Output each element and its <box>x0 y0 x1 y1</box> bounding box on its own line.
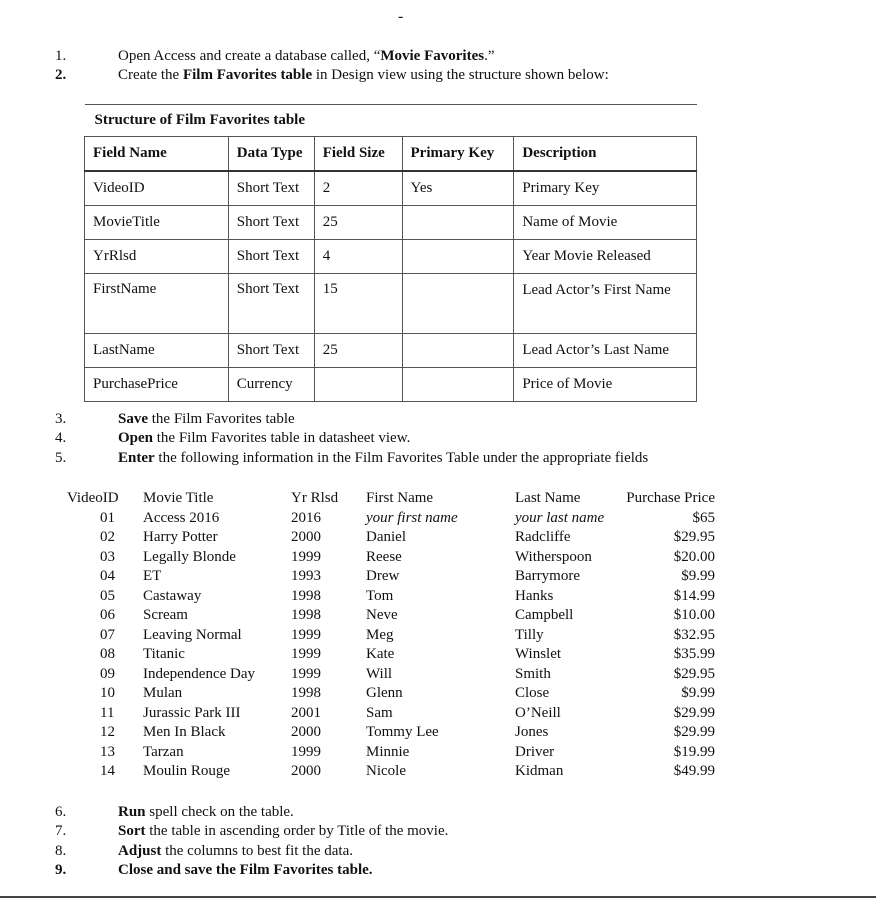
cell: Short Text <box>228 334 314 368</box>
col-header: Field Name <box>85 137 229 172</box>
step-6 <box>55 803 755 821</box>
col-header: Primary Key <box>402 137 514 172</box>
data-cell-first-name: Reese <box>366 548 402 565</box>
data-cell-movie-title: Legally Blonde <box>143 548 236 565</box>
data-cell-movie-title: Tarzan <box>143 743 184 760</box>
data-cell-purchase-price: $32.95 <box>673 626 715 643</box>
data-cell-yr-rlsd: 1998 <box>291 685 321 701</box>
structure-header-row <box>85 137 697 172</box>
structure-row <box>85 368 697 402</box>
data-cell-purchase-price: $29.95 <box>673 665 715 682</box>
data-cell-first-name: your first name <box>366 509 458 526</box>
stray-mark: - <box>398 8 404 25</box>
cell: Yes <box>402 171 514 206</box>
data-cell-yr-rlsd: 2001 <box>291 704 321 721</box>
cell: Short Text <box>228 206 314 240</box>
cell <box>402 334 514 368</box>
data-cell-first-name: Drew <box>366 568 400 584</box>
cell: 2 <box>314 171 402 206</box>
data-cell-purchase-price: $9.99 <box>681 568 715 584</box>
data-cell-last-name: Kidman <box>515 763 564 779</box>
cell <box>402 368 514 402</box>
step-number: 5. <box>55 450 67 466</box>
cell <box>314 368 402 402</box>
cell: Currency <box>228 368 314 402</box>
data-cell-movie-title: Mulan <box>143 685 183 701</box>
step-text: Close and save the Film Favorites table. <box>118 862 373 878</box>
data-cell-last-name: Driver <box>515 743 555 760</box>
data-cell-purchase-price: $29.99 <box>673 724 715 740</box>
data-cell-first-name: Meg <box>366 626 394 643</box>
data-cell-videoid: 13 <box>100 743 115 760</box>
data-cell-yr-rlsd: 2000 <box>291 724 321 740</box>
data-cell-movie-title: Jurassic Park III <box>143 704 241 721</box>
data-cell-yr-rlsd: 1999 <box>291 548 321 565</box>
step-3 <box>55 410 755 428</box>
data-cell-last-name: Hanks <box>515 587 554 604</box>
step-1 <box>55 47 755 65</box>
data-cell-purchase-price: $9.99 <box>681 685 715 701</box>
data-cell-movie-title: Leaving Normal <box>143 626 242 643</box>
data-cell-first-name: Will <box>366 665 393 682</box>
data-cell-first-name: Minnie <box>366 743 410 760</box>
cell: YrRlsd <box>85 240 229 274</box>
cell: FirstName <box>85 274 229 334</box>
data-cell-first-name: Glenn <box>366 685 403 701</box>
step-text: Create the Film Favorites table in Design view using the structure shown below: <box>118 67 609 83</box>
step-7 <box>55 822 755 840</box>
data-cell-first-name: Kate <box>366 646 395 662</box>
data-col-header-last-name: Last Name <box>515 490 581 506</box>
data-cell-last-name: Witherspoon <box>515 548 592 565</box>
data-cell-purchase-price: $65 <box>692 509 715 526</box>
data-cell-last-name: Tilly <box>515 626 544 643</box>
data-cell-movie-title: Independence Day <box>143 665 256 682</box>
page-bottom-rule <box>0 896 876 898</box>
data-cell-movie-title: Access 2016 <box>143 509 220 526</box>
data-cell-yr-rlsd: 1998 <box>291 607 321 623</box>
structure-row <box>85 274 697 334</box>
cell: LastName <box>85 334 229 368</box>
data-cell-yr-rlsd: 1998 <box>291 587 321 604</box>
data-cell-purchase-price: $19.99 <box>673 743 715 760</box>
step-text: Enter the following information in the Film Favorites Table under the appropriate fields <box>118 450 649 466</box>
step-5 <box>55 449 755 467</box>
cell <box>402 206 514 240</box>
cell: 4 <box>314 240 402 274</box>
data-cell-yr-rlsd: 2000 <box>291 763 321 779</box>
data-cell-purchase-price: $35.99 <box>673 646 715 662</box>
data-cell-movie-title: Moulin Rouge <box>143 763 231 779</box>
data-cell-purchase-price: $29.99 <box>673 704 715 721</box>
data-col-header-purchase-price: Purchase Price <box>626 490 715 506</box>
data-col-header-movie-title: Movie Title <box>143 490 214 506</box>
data-cell-last-name: O’Neill <box>515 704 561 721</box>
data-cell-videoid: 11 <box>100 704 115 721</box>
cell: Short Text <box>228 274 314 334</box>
data-cell-last-name: Barrymore <box>515 568 580 584</box>
step-text: Save the Film Favorites table <box>118 411 295 427</box>
col-header: Field Size <box>314 137 402 172</box>
data-cell-last-name: Campbell <box>515 607 574 623</box>
data-cell-videoid: 05 <box>100 587 115 604</box>
data-cell-videoid: 14 <box>100 763 115 779</box>
data-cell-purchase-price: $10.00 <box>673 607 715 623</box>
step-number: 7. <box>55 823 67 839</box>
step-text: Open the Film Favorites table in datasheet view. <box>118 430 411 446</box>
cell: PurchasePrice <box>85 368 229 402</box>
structure-table <box>84 104 697 402</box>
data-cell-yr-rlsd: 1999 <box>291 665 321 682</box>
structure-caption: Structure of Film Favorites table <box>85 105 697 137</box>
col-header: Description <box>514 137 697 172</box>
data-cell-movie-title: Men In Black <box>143 724 226 740</box>
data-cell-movie-title: Harry Potter <box>143 529 218 545</box>
data-cell-purchase-price: $49.99 <box>673 763 715 779</box>
step-text: Run spell check on the table. <box>118 804 294 820</box>
data-cell-videoid: 01 <box>100 509 115 526</box>
cell: Year Movie Released <box>514 240 697 274</box>
step-text: Open Access and create a database called, “Movie Favorites.” <box>118 48 495 64</box>
structure-row <box>85 334 697 368</box>
data-cell-last-name: Smith <box>515 665 551 682</box>
data-cell-purchase-price: $14.99 <box>673 587 715 604</box>
step-number: 1. <box>55 48 67 64</box>
col-header: Data Type <box>228 137 314 172</box>
data-cell-last-name: Close <box>515 685 550 701</box>
cell: 15 <box>314 274 402 334</box>
step-text: Sort the table in ascending order by Title of the movie. <box>118 823 449 839</box>
cell <box>402 240 514 274</box>
data-cell-purchase-price: $20.00 <box>673 548 715 565</box>
cell: 25 <box>314 334 402 368</box>
step-number: 2. <box>55 67 67 83</box>
data-cell-yr-rlsd: 1999 <box>291 743 321 760</box>
cell: Price of Movie <box>514 368 697 402</box>
data-cell-videoid: 08 <box>100 646 115 662</box>
data-cell-first-name: Neve <box>366 607 398 623</box>
cell: Short Text <box>228 171 314 206</box>
step-4 <box>55 429 755 447</box>
data-cell-last-name: Radcliffe <box>515 529 571 545</box>
data-cell-yr-rlsd: 1993 <box>291 568 321 584</box>
data-cell-purchase-price: $29.95 <box>673 529 715 545</box>
data-cell-videoid: 02 <box>100 529 115 545</box>
data-cell-videoid: 10 <box>100 685 115 701</box>
structure-row <box>85 171 697 206</box>
cell: 25 <box>314 206 402 240</box>
step-number: 8. <box>55 843 67 859</box>
data-cell-videoid: 07 <box>100 626 115 643</box>
data-cell-first-name: Nicole <box>366 763 406 779</box>
step-9 <box>55 861 755 879</box>
cell <box>402 274 514 334</box>
data-cell-yr-rlsd: 2000 <box>291 529 321 545</box>
data-col-header-yr-rlsd: Yr Rlsd <box>291 490 339 506</box>
step-number: 3. <box>55 411 67 427</box>
data-cell-videoid: 03 <box>100 548 115 565</box>
data-cell-yr-rlsd: 1999 <box>291 646 321 662</box>
data-cell-movie-title: Castaway <box>143 587 202 604</box>
cell: Lead Actor’s First Name <box>514 274 697 334</box>
step-8 <box>55 842 755 860</box>
structure-row <box>85 206 697 240</box>
step-2 <box>55 66 755 84</box>
data-cell-videoid: 04 <box>100 568 115 584</box>
structure-row <box>85 240 697 274</box>
data-cell-movie-title: Scream <box>143 607 188 623</box>
data-cell-first-name: Daniel <box>366 529 406 545</box>
data-cell-movie-title: ET <box>143 568 162 584</box>
data-cell-yr-rlsd: 2016 <box>291 509 321 526</box>
data-cell-last-name: your last name <box>515 509 605 526</box>
data-col-header-videoid: VideoID <box>67 490 119 506</box>
data-cell-first-name: Tom <box>366 587 394 604</box>
data-cell-videoid: 06 <box>100 607 115 623</box>
step-text: Adjust the columns to best fit the data. <box>118 843 353 859</box>
cell: Primary Key <box>514 171 697 206</box>
data-cell-videoid: 12 <box>100 724 115 740</box>
data-cell-last-name: Winslet <box>515 646 562 662</box>
cell: Short Text <box>228 240 314 274</box>
step-number: 4. <box>55 430 67 446</box>
data-cell-first-name: Sam <box>366 704 393 721</box>
step-number: 6. <box>55 804 67 820</box>
data-col-header-first-name: First Name <box>366 490 434 506</box>
data-cell-last-name: Jones <box>515 724 549 740</box>
cell: MovieTitle <box>85 206 229 240</box>
step-number: 9. <box>55 862 67 878</box>
data-cell-yr-rlsd: 1999 <box>291 626 321 643</box>
cell: Lead Actor’s Last Name <box>514 334 697 368</box>
data-cell-movie-title: Titanic <box>143 646 185 662</box>
cell: Name of Movie <box>514 206 697 240</box>
data-cell-first-name: Tommy Lee <box>366 724 439 740</box>
cell: VideoID <box>85 171 229 206</box>
data-cell-videoid: 09 <box>100 665 115 682</box>
